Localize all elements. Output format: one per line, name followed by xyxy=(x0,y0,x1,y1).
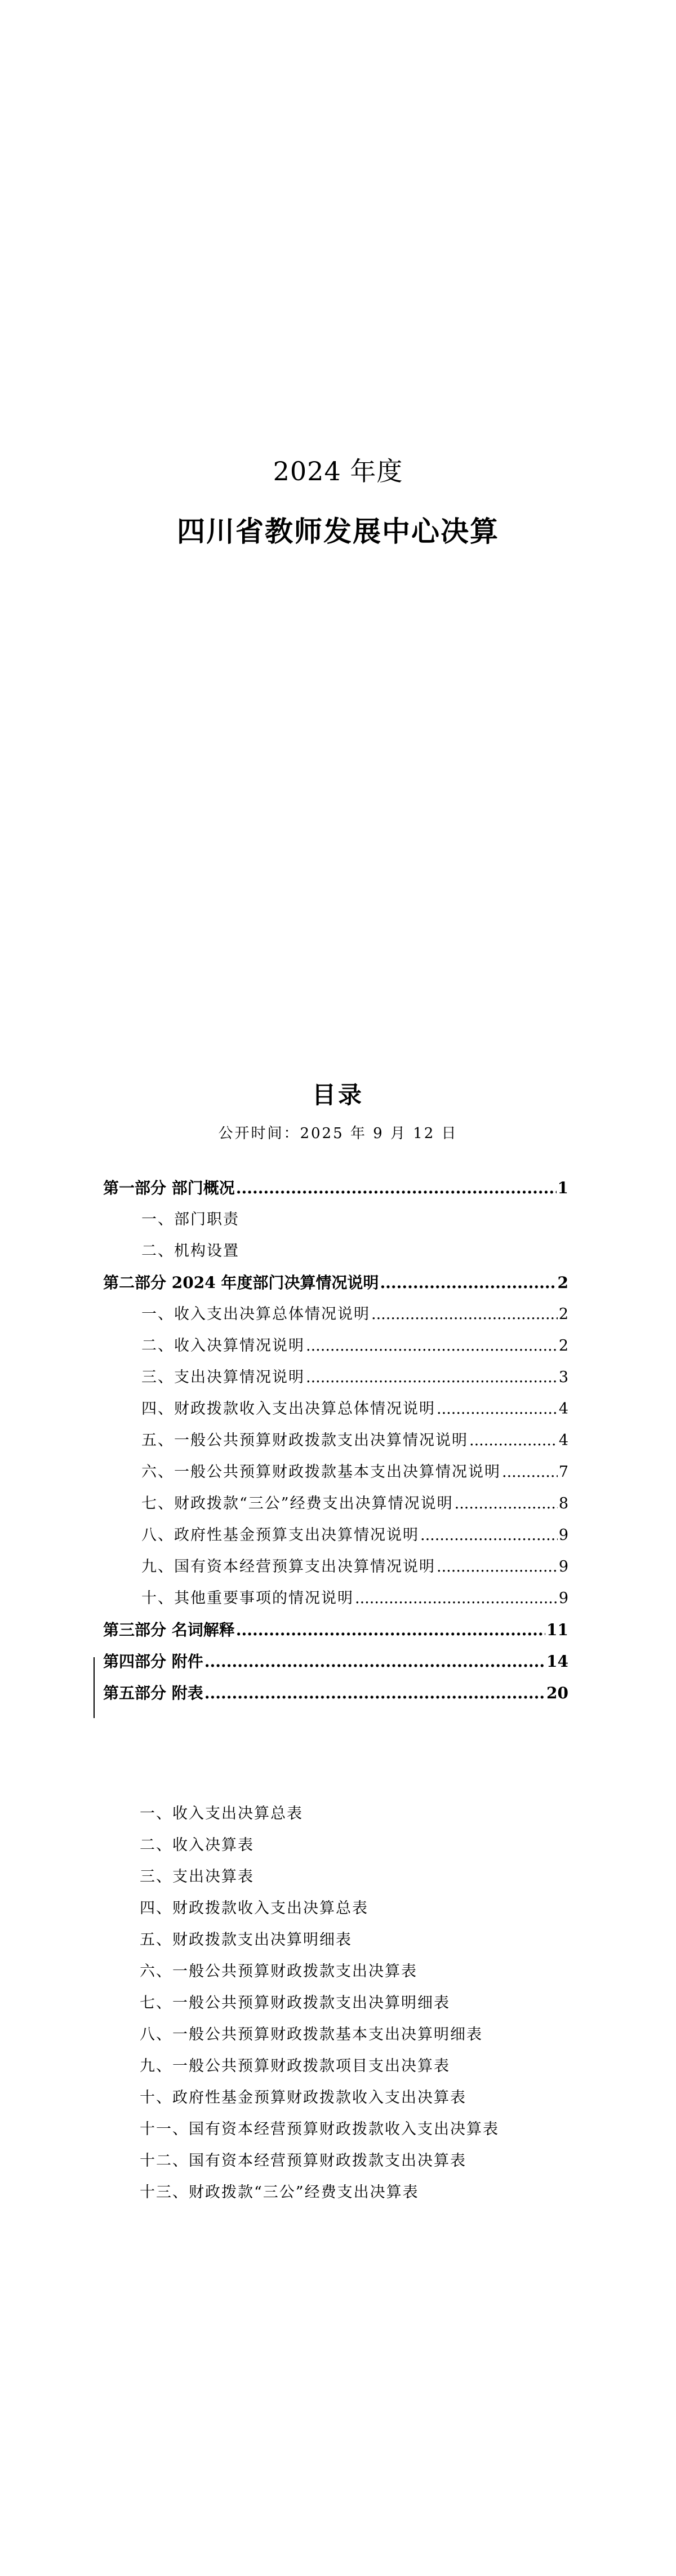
toc-leader-dots xyxy=(371,1299,558,1330)
toc-leader-dots xyxy=(380,1267,556,1299)
toc-page-number: 2 xyxy=(558,1337,568,1355)
table-of-contents xyxy=(103,1172,568,1709)
toc-sub-entry[interactable] xyxy=(103,1393,568,1425)
toc-page-number: 9 xyxy=(558,1526,568,1544)
attachment-item: 三、支出决算表 xyxy=(140,1868,254,1885)
attachment-item: 九、一般公共预算财政拨款项目支出决算表 xyxy=(140,2057,450,2075)
attachment-item: 八、一般公共预算财政拨款基本支出决算明细表 xyxy=(140,2026,483,2043)
toc-entry-label: 第五部分 附表 xyxy=(103,1684,203,1702)
toc-entry-label: 五、一般公共预算财政拨款支出决算情况说明 xyxy=(141,1432,468,1449)
attachment-item: 十三、财政拨款“三公”经费支出决算表 xyxy=(140,2184,419,2201)
toc-sub-entry[interactable] xyxy=(103,1330,568,1362)
toc-page-number: 1 xyxy=(557,1179,568,1197)
toc-entry-label: 四、财政拨款收入支出决算总体情况说明 xyxy=(141,1400,435,1418)
toc-entry-label: 十、其他重要事项的情况说明 xyxy=(141,1590,354,1607)
toc-part-entry[interactable] xyxy=(103,1172,568,1204)
cover-title: 四川省教师发展中心决算 xyxy=(177,515,499,548)
toc-page-number: 9 xyxy=(558,1590,568,1607)
toc-heading: 目录 xyxy=(312,1081,364,1109)
toc-sub-entry[interactable] xyxy=(103,1488,568,1520)
toc-part-entry[interactable] xyxy=(103,1267,568,1299)
toc-leader-dots xyxy=(455,1488,558,1520)
toc-entry-label: 八、政府性基金预算支出决算情况说明 xyxy=(141,1526,419,1544)
toc-entry-label: 三、支出决算情况说明 xyxy=(141,1369,305,1386)
toc-sub-entry[interactable] xyxy=(103,1457,568,1488)
attachment-item: 四、财政拨款收入支出决算总表 xyxy=(140,1900,368,1917)
toc-page-number: 14 xyxy=(546,1652,568,1671)
toc-sub-entry[interactable] xyxy=(103,1583,568,1614)
toc-page-number: 8 xyxy=(558,1495,568,1512)
toc-page-number: 4 xyxy=(558,1432,568,1449)
toc-entry-label: 七、财政拨款“三公”经费支出决算情况说明 xyxy=(141,1495,453,1512)
toc-leader-dots xyxy=(306,1330,558,1362)
separator-line xyxy=(94,1657,95,1718)
attachment-list xyxy=(140,1798,499,2208)
toc-sub-entry[interactable] xyxy=(103,1299,568,1330)
cover-year-line: 2024 年度 xyxy=(273,456,403,486)
toc-leader-dots xyxy=(306,1362,558,1393)
toc-entry-label: 第三部分 名词解释 xyxy=(103,1621,235,1639)
toc-sub-entry[interactable] xyxy=(103,1425,568,1457)
toc-entry-label: 二、收入决算情况说明 xyxy=(141,1337,305,1355)
toc-sub-entry[interactable] xyxy=(103,1362,568,1393)
toc-sub-entry[interactable] xyxy=(103,1204,568,1236)
attachment-item: 七、一般公共预算财政拨款支出决算明细表 xyxy=(140,1994,450,2012)
toc-leader-dots xyxy=(437,1551,558,1583)
publish-date: 公开时间：2025 年 9 月 12 日 xyxy=(218,1125,458,1142)
toc-leader-dots xyxy=(355,1583,558,1614)
toc-page-number: 4 xyxy=(558,1400,568,1418)
attachment-item: 一、收入支出决算总表 xyxy=(140,1805,303,1822)
toc-page-number: 9 xyxy=(558,1558,568,1575)
attachment-item: 六、一般公共预算财政拨款支出决算表 xyxy=(140,1963,417,1980)
attachment-item: 十二、国有资本经营预算财政拨款支出决算表 xyxy=(140,2152,466,2170)
attachment-item: 十一、国有资本经营预算财政拨款收入支出决算表 xyxy=(140,2121,499,2138)
toc-entry-label: 第四部分 附件 xyxy=(103,1652,203,1671)
toc-entry-label: 九、国有资本经营预算支出决算情况说明 xyxy=(141,1558,435,1575)
toc-sub-entry[interactable] xyxy=(103,1520,568,1551)
toc-leader-dots xyxy=(204,1678,545,1709)
toc-entry-label: 第一部分 部门概况 xyxy=(103,1179,235,1197)
toc-page-number: 3 xyxy=(558,1369,568,1386)
toc-part-entry[interactable] xyxy=(103,1678,568,1709)
attachment-item: 十、政府性基金预算财政拨款收入支出决算表 xyxy=(140,2089,466,2106)
toc-leader-dots xyxy=(502,1457,558,1488)
toc-leader-dots xyxy=(469,1425,558,1457)
toc-leader-dots xyxy=(236,1614,545,1646)
toc-page-number: 20 xyxy=(546,1684,568,1702)
toc-page-number: 7 xyxy=(558,1463,568,1481)
toc-entry-label: 二、机构设置 xyxy=(141,1242,239,1260)
toc-part-entry[interactable] xyxy=(103,1646,568,1678)
toc-entry-label: 六、一般公共预算财政拨款基本支出决算情况说明 xyxy=(141,1463,501,1481)
toc-leader-dots xyxy=(204,1646,545,1678)
toc-page-number: 2 xyxy=(558,1305,568,1323)
attachment-item: 二、收入决算表 xyxy=(140,1836,254,1854)
toc-part-entry[interactable] xyxy=(103,1614,568,1646)
toc-page-number: 11 xyxy=(546,1621,568,1639)
toc-entry-label: 一、收入支出决算总体情况说明 xyxy=(141,1305,370,1323)
toc-entry-label: 第二部分 2024 年度部门决算情况说明 xyxy=(103,1273,379,1292)
toc-sub-entry[interactable] xyxy=(103,1551,568,1583)
toc-leader-dots xyxy=(437,1393,558,1425)
attachment-item: 五、财政拨款支出决算明细表 xyxy=(140,1931,352,1949)
toc-leader-dots xyxy=(420,1520,558,1551)
toc-sub-entry[interactable] xyxy=(103,1236,568,1267)
toc-leader-dots xyxy=(236,1172,557,1204)
toc-page-number: 2 xyxy=(557,1273,568,1292)
toc-entry-label: 一、部门职责 xyxy=(141,1211,239,1228)
